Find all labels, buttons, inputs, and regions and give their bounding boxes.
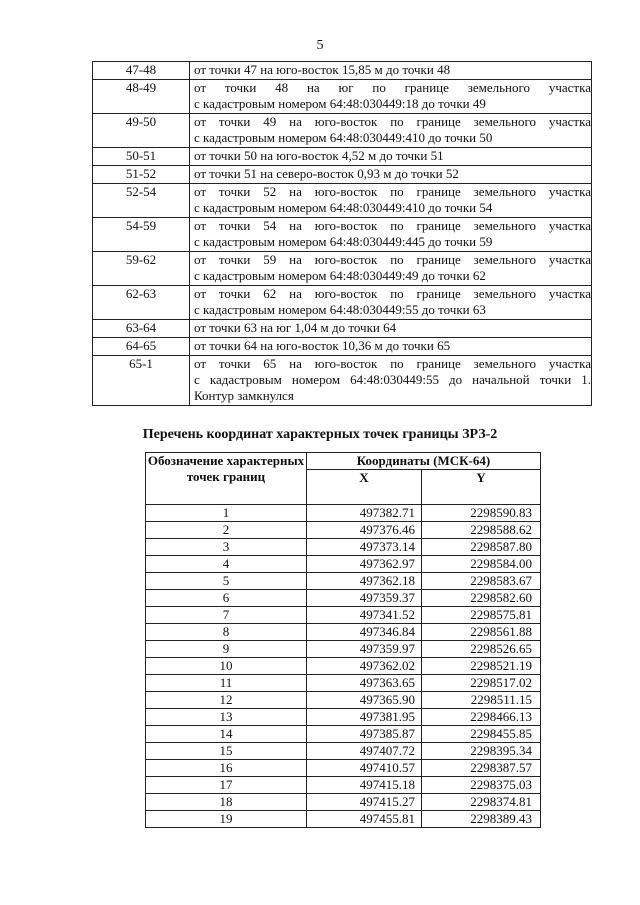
segment-description-line: от точки 48 на юг по границе земельного участка [194, 80, 591, 95]
segment-description-line: от точки 49 на юго-восток по границе земельного участка [194, 114, 591, 129]
segment-description-line: с кадастровым номером 64:48:030449:49 до точки 62 [194, 268, 486, 283]
x-coordinate: 497382.71 [307, 505, 422, 522]
coordinate-row [146, 726, 541, 743]
y-coordinate: 2298526.65 [422, 641, 541, 658]
segment-id: 59-62 [93, 252, 190, 286]
segment-row [93, 148, 592, 166]
point-number: 17 [146, 777, 307, 794]
y-coordinate: 2298466.13 [422, 709, 541, 726]
segment-id: 65-1 [93, 356, 190, 406]
y-coordinate: 2298590.83 [422, 505, 541, 522]
y-coordinate: 2298375.03 [422, 777, 541, 794]
y-coordinate: 2298389.43 [422, 811, 541, 828]
y-header: Y [422, 470, 541, 505]
y-coordinate: 2298387.57 [422, 760, 541, 777]
segment-row [93, 62, 592, 80]
x-coordinate: 497365.90 [307, 692, 422, 709]
coordinate-row [146, 675, 541, 692]
point-number: 3 [146, 539, 307, 556]
y-coordinate: 2298521.19 [422, 658, 541, 675]
segment-id: 64-65 [93, 338, 190, 356]
x-coordinate: 497385.87 [307, 726, 422, 743]
segment-description-line: от точки 63 на юг 1,04 м до точки 64 [194, 320, 397, 335]
segment-description-line: с кадастровым номером 64:48:030449:445 до точки 59 [194, 234, 493, 249]
segment-id: 62-63 [93, 286, 190, 320]
x-coordinate: 497381.95 [307, 709, 422, 726]
segment-description-line: с кадастровым номером 64:48:030449:18 до точки 49 [194, 96, 486, 111]
point-number: 18 [146, 794, 307, 811]
coordinates-table-title: Перечень координат характерных точек границы ЗРЗ-2 [142, 427, 498, 442]
segment-row [93, 218, 592, 252]
point-number: 9 [146, 641, 307, 658]
point-number: 1 [146, 505, 307, 522]
coordinate-row [146, 624, 541, 641]
segment-description [190, 252, 592, 286]
x-coordinate: 497407.72 [307, 743, 422, 760]
segment-description [190, 62, 592, 80]
y-coordinate: 2298575.81 [422, 607, 541, 624]
segment-id: 51-52 [93, 166, 190, 184]
coordinate-row [146, 777, 541, 794]
segment-id: 54-59 [93, 218, 190, 252]
designation-header: Обозначение характерных точек границ [146, 453, 307, 505]
segment-description [190, 80, 592, 114]
coordinates-body [146, 505, 541, 828]
point-number: 16 [146, 760, 307, 777]
x-coordinate: 497341.52 [307, 607, 422, 624]
segment-row [93, 338, 592, 356]
coordinates-table-header [146, 453, 541, 505]
point-number: 12 [146, 692, 307, 709]
coordinate-row [146, 573, 541, 590]
x-coordinate: 497362.97 [307, 556, 422, 573]
point-number: 14 [146, 726, 307, 743]
page-number: 5 [316, 38, 324, 53]
segment-id: 52-54 [93, 184, 190, 218]
y-coordinate: 2298582.60 [422, 590, 541, 607]
coordinate-row [146, 505, 541, 522]
x-coordinate: 497415.27 [307, 794, 422, 811]
coordinate-row [146, 522, 541, 539]
y-coordinate: 2298583.67 [422, 573, 541, 590]
point-number: 13 [146, 709, 307, 726]
point-number: 2 [146, 522, 307, 539]
segment-description [190, 218, 592, 252]
segment-description-line: от точки 50 на юго-восток 4,52 м до точки 51 [194, 148, 444, 163]
segment-description-line: от точки 59 на юго-восток по границе земельного участка [194, 252, 591, 267]
segment-description-line: от точки 51 на северо-восток 0,93 м до точки 52 [194, 166, 459, 181]
y-coordinate: 2298517.02 [422, 675, 541, 692]
coordinate-row [146, 539, 541, 556]
coordinate-row [146, 556, 541, 573]
segment-id: 47-48 [93, 62, 190, 80]
point-number: 6 [146, 590, 307, 607]
segment-row [93, 166, 592, 184]
point-number: 8 [146, 624, 307, 641]
y-coordinate: 2298584.00 [422, 556, 541, 573]
x-coordinate: 497359.97 [307, 641, 422, 658]
x-coordinate: 497415.18 [307, 777, 422, 794]
coordinate-row [146, 692, 541, 709]
coordinate-row [146, 590, 541, 607]
point-number: 11 [146, 675, 307, 692]
segment-description-line: с кадастровым номером 64:48:030449:410 до точки 54 [194, 200, 493, 215]
x-header: X [307, 470, 422, 505]
x-coordinate: 497362.18 [307, 573, 422, 590]
segment-description [190, 114, 592, 148]
x-coordinate: 497362.02 [307, 658, 422, 675]
segment-description-line: от точки 54 на юго-восток по границе земельного участка [194, 218, 591, 233]
segment-row [93, 114, 592, 148]
y-coordinate: 2298511.15 [422, 692, 541, 709]
x-coordinate: 497346.84 [307, 624, 422, 641]
segment-description-line: от точки 62 на юго-восток по границе земельного участка [194, 286, 591, 301]
segment-row [93, 356, 592, 406]
segment-row [93, 184, 592, 218]
y-coordinate: 2298455.85 [422, 726, 541, 743]
point-number: 19 [146, 811, 307, 828]
segment-description-line: с кадастровым номером 64:48:030449:410 до точки 50 [194, 130, 493, 145]
segments-body [93, 62, 592, 406]
point-number: 4 [146, 556, 307, 573]
x-coordinate: 497410.57 [307, 760, 422, 777]
header-row [146, 453, 541, 470]
coordinate-row [146, 709, 541, 726]
y-coordinate: 2298587.80 [422, 539, 541, 556]
x-coordinate: 497359.37 [307, 590, 422, 607]
point-number: 10 [146, 658, 307, 675]
segment-row [93, 80, 592, 114]
segment-id: 48-49 [93, 80, 190, 114]
x-coordinate: 497373.14 [307, 539, 422, 556]
boundary-segments-table [92, 61, 592, 406]
point-number: 5 [146, 573, 307, 590]
segment-description [190, 148, 592, 166]
coordinate-row [146, 658, 541, 675]
coordinates-table [145, 452, 541, 828]
point-number: 15 [146, 743, 307, 760]
coordinate-row [146, 607, 541, 624]
coordinates-header: Координаты (МСК-64) [307, 453, 541, 470]
x-coordinate: 497376.46 [307, 522, 422, 539]
segment-id: 49-50 [93, 114, 190, 148]
segment-id: 50-51 [93, 148, 190, 166]
segment-description-line: от точки 64 на юго-восток 10,36 м до точки 65 [194, 338, 451, 353]
y-coordinate: 2298588.62 [422, 522, 541, 539]
segment-description [190, 166, 592, 184]
segment-id: 63-64 [93, 320, 190, 338]
coordinate-row [146, 811, 541, 828]
segment-description-line: от точки 52 на юго-восток по границе земельного участка [194, 184, 591, 199]
segment-row [93, 286, 592, 320]
segment-description [190, 356, 592, 406]
coordinate-row [146, 743, 541, 760]
segment-description [190, 338, 592, 356]
x-coordinate: 497363.65 [307, 675, 422, 692]
coordinate-row [146, 641, 541, 658]
segment-description-line: с кадастровым номером 64:48:030449:55 до начальной точки 1. [194, 372, 591, 387]
segment-description-line: с кадастровым номером 64:48:030449:55 до точки 63 [194, 302, 486, 317]
x-coordinate: 497455.81 [307, 811, 422, 828]
segment-description-line: от точки 65 на юго-восток по границе земельного участка [194, 356, 591, 371]
y-coordinate: 2298374.81 [422, 794, 541, 811]
y-coordinate: 2298561.88 [422, 624, 541, 641]
segment-description [190, 320, 592, 338]
segment-description [190, 286, 592, 320]
segment-row [93, 320, 592, 338]
segment-description-line: от точки 47 на юго-восток 15,85 м до точки 48 [194, 62, 451, 77]
segment-description [190, 184, 592, 218]
coordinate-row [146, 794, 541, 811]
y-coordinate: 2298395.34 [422, 743, 541, 760]
point-number: 7 [146, 607, 307, 624]
coordinate-row [146, 760, 541, 777]
segment-description-line: Контур замкнулся [194, 388, 294, 403]
segment-row [93, 252, 592, 286]
